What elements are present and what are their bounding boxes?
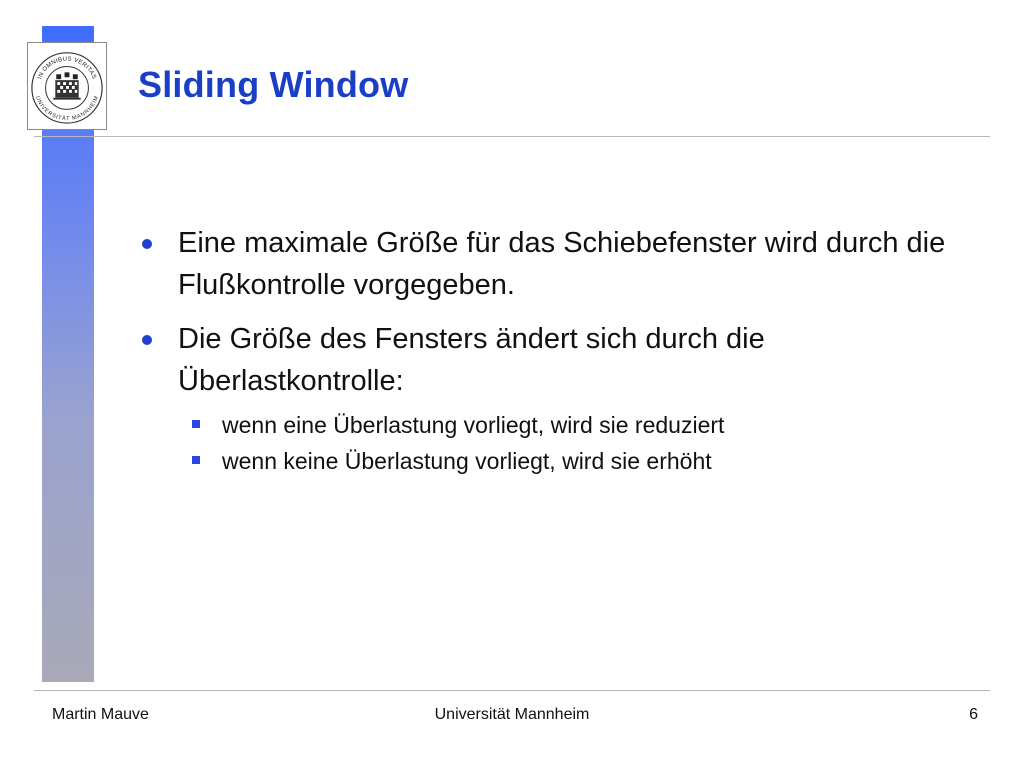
university-seal-logo — [27, 42, 107, 130]
footer-divider — [34, 690, 990, 691]
square-bullet-icon — [192, 456, 200, 464]
seal-bottom-text: UNIVERSITÄT MANNHEIM — [34, 95, 100, 123]
square-bullet-icon — [192, 420, 200, 428]
seal-icon — [28, 43, 106, 129]
slide-body — [138, 222, 998, 480]
bullet-text: Die Größe des Fensters ändert sich durch die Überlastkontrolle: — [178, 323, 765, 397]
slide-title: Sliding Window — [138, 64, 409, 105]
footer-page-number: 6 — [969, 706, 978, 723]
sub-bullet-item — [190, 444, 998, 478]
seal-top-text: IN OMNIBUS VERITAS — [37, 56, 97, 81]
footer-institution: Universität Mannheim — [434, 706, 590, 723]
footer-author: Martin Mauve — [52, 706, 149, 723]
sub-bullet-text: wenn eine Überlastung vorliegt, wird sie reduziert — [222, 412, 725, 438]
sub-bullet-list — [138, 408, 998, 478]
title-divider — [34, 136, 990, 137]
bullet-item — [138, 222, 998, 306]
bullet-item — [138, 318, 998, 402]
bullet-dot-icon — [142, 335, 152, 345]
bullet-text: Eine maximale Größe für das Schiebefenster wird durch die Flußkontrolle vorgegeben. — [178, 227, 946, 301]
sub-bullet-text: wenn keine Überlastung vorliegt, wird sie erhöht — [222, 448, 712, 474]
bullet-dot-icon — [142, 239, 152, 249]
sub-bullet-item — [190, 408, 998, 442]
